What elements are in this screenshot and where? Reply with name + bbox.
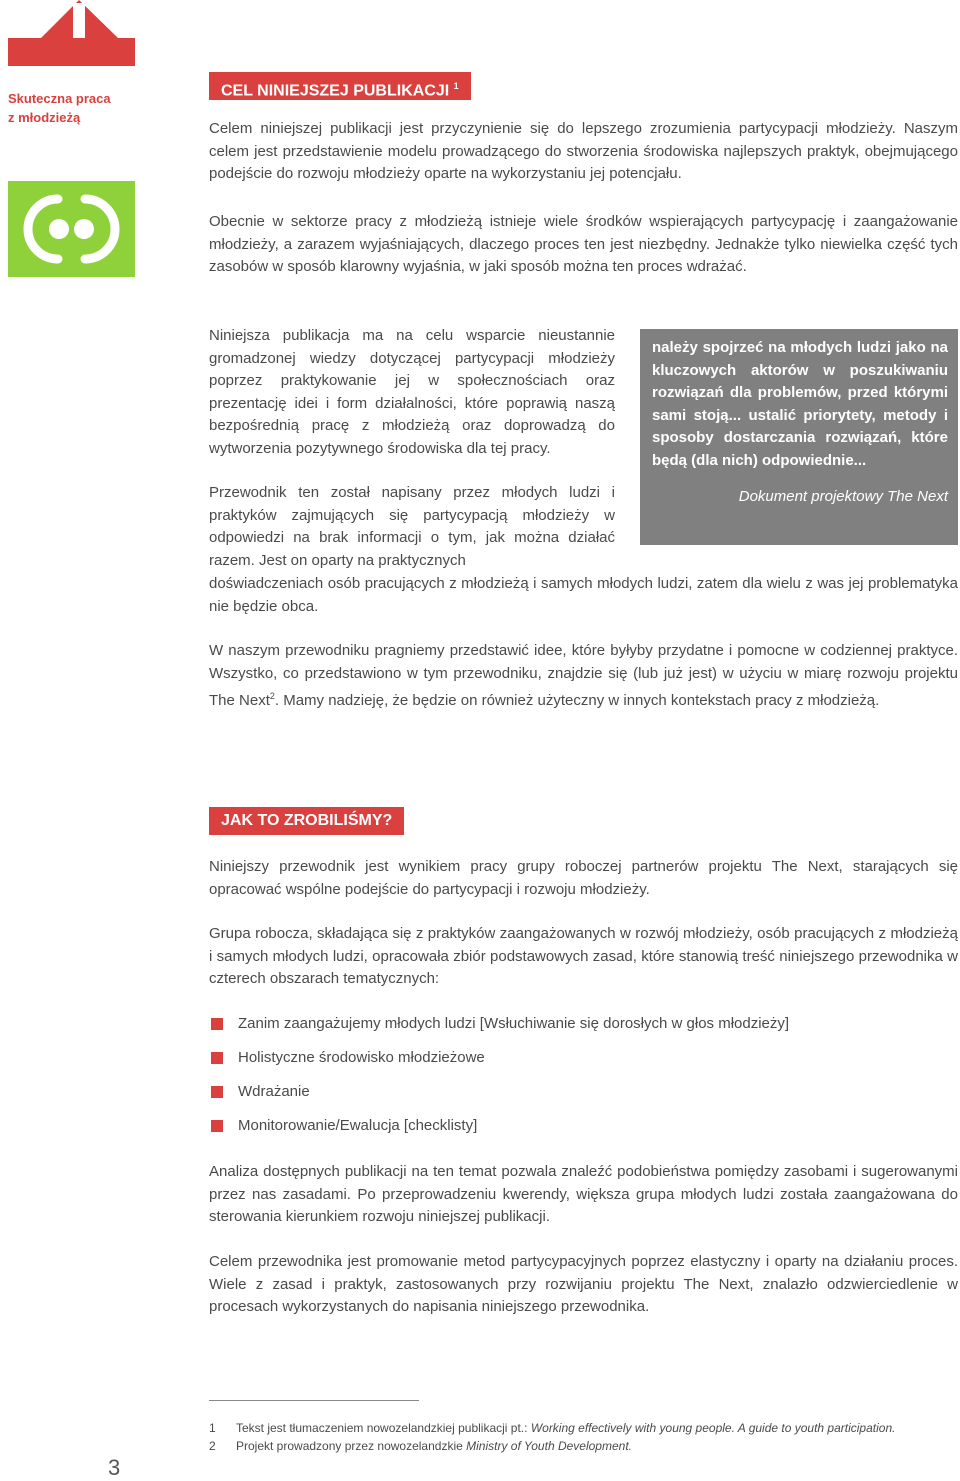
list-item-label: Holistyczne środowisko młodzieżowe (238, 1049, 485, 1066)
heading-text: JAK TO ZROBILIŚMY? (221, 812, 393, 829)
paragraph: doświadczeniach osób pracujących z młodzieżą i samych młodych ludzi, zatem dla wielu z was jej problematyka nie będzie obca. (209, 575, 958, 615)
paragraph: Grupa robocza, składająca się z praktyków zaangażowanych w rozwój młodzieży, osób pracujących z młodzieżą i samych młodych ludzi, opracowała zbiór podstawowych zasad, które stanowią treść niniejszego przewodnika w czterech obszarach tematycznych: (209, 925, 958, 987)
paragraph-text: . Mamy nadzieję, że będzie on również użyteczny w innych kontekstach pracy z młodzieżą. (274, 692, 880, 709)
footnote-text: Tekst jest tłumaczeniem nowozelandzkiej publikacji pt.: (236, 1421, 531, 1435)
list-item-label: Monitorowanie/Ewalucja [checklisty] (238, 1117, 478, 1134)
list-item-label: Zanim zaangażujemy młodych ludzi [Wsłuchiwanie się dorosłych w głos młodzieży] (238, 1015, 790, 1032)
pull-quote (640, 329, 958, 545)
bullet-square-icon (211, 1086, 223, 1098)
footnote (209, 1419, 958, 1437)
paragraph: Analiza dostępnych publikacji na ten temat pozwala znaleźć podobieństwa pomiędzy zasobami i sugerowanymi przez nas zasadami. Po przeprowadzeniu kwerendy, większa grupa młodych ludzi została zaangażowana do sterowania kierunkiem rozwoju niniejszej publikacji. (209, 1163, 958, 1225)
participation-icon (8, 181, 135, 277)
paragraph: Obecnie w sektorze pracy z młodzieżą istnieje wiele środków wspierających partycypację i zaangażowanie młodzieży, a zarazem wyjaśniających, dlaczego proces ten jest niezbędny. Jednakże tylko niewielka część tych zasobów w sposób klarowny wyjaśnia, w jaki sposób można ten proces wdrażać. (209, 213, 958, 275)
list-item-label: Wdrażanie (238, 1083, 310, 1100)
paragraph: Celem niniejszej publikacji jest przyczynienie się do lepszego zrozumienia partycypacji młodzieży. Naszym celem jest przedstawienie modelu prowadzącego do stworzenia środowiska najlepszych praktyk, obejmującego podejście do rozwoju młodzieży oparte na wykorzystaniu jej potencjału. (209, 120, 958, 182)
list-item (209, 1081, 958, 1115)
face-icon (8, 181, 135, 277)
list-item (209, 1115, 958, 1149)
bullet-square-icon (211, 1120, 223, 1132)
footnote (209, 1437, 958, 1455)
footnote-divider (209, 1400, 419, 1401)
paragraph: Przewodnik ten został napisany przez młodych ludzi i praktyków zajmujących się partycypacją młodzieży w odpowiedzi na brak informacji o tym, jak można działać razem. Jest on oparty na praktycznych (209, 484, 615, 569)
brand-line-2: z młodzieżą (8, 110, 81, 125)
quote-source: Dokument projektowy The Next (738, 488, 948, 505)
section-heading-method (209, 807, 404, 835)
topic-list (209, 1013, 958, 1149)
bullet-square-icon (211, 1052, 223, 1064)
list-item (209, 1013, 958, 1047)
section-heading-purpose (209, 72, 471, 100)
footnote-ref: 1 (453, 81, 459, 91)
quote-text: należy spojrzeć na młodych ludzi jako na kluczowych aktorów w poszukiwaniu rozwiązań dla problemów, przed którymi sami stoją... ustalić priorytety, metody i sposoby dostarczania rozwiązań, które będą (dla nich) odpowiednie... (652, 339, 948, 469)
bullet-square-icon (211, 1018, 223, 1030)
paragraph: Niniejszy przewodnik jest wynikiem pracy grupy roboczej partnerów projektu The Next, starających się opracować wspólne podejście do partycypacji i rozwoju młodzieży. (209, 858, 958, 898)
logo-bar-shape (73, 3, 85, 38)
footnote-number: 2 (209, 1439, 216, 1453)
paragraph (209, 640, 958, 713)
paragraph-text: W naszym przewodniku pragniemy przedstawić idee, które byłyby przydatne i pomocne w codziennej praktyce. Wszystko, co przedstawiono w tym przewodniku, znajdzie się (lub już jest) w użyciu w miarę rozwoju projektu The Next (209, 642, 958, 709)
brand-label (8, 89, 128, 127)
paragraph: Celem przewodnika jest promowanie metod partycypacyjnych poprzez elastyczny i oparty na działaniu proces. Wiele z zasad i praktyk, zastosowanych przy rozwijaniu projektu The Next, znalazło odzwierciedlenie w procesach wykorzystanych do napisania niniejszego przewodnika. (209, 1253, 958, 1315)
publisher-logo (8, 0, 135, 66)
list-item (209, 1047, 958, 1081)
brand-line-1: Skuteczna praca (8, 91, 111, 106)
footnote-ref: 2 (269, 691, 275, 701)
footnote-number: 1 (209, 1421, 216, 1435)
page-number: 3 (108, 1455, 121, 1480)
heading-text: CEL NINIEJSZEJ PUBLIKACJI (221, 82, 450, 100)
footnote-text: Projekt prowadzony przez nowozelandzkie (236, 1439, 467, 1453)
footnote-title: Ministry of Youth Development. (466, 1439, 632, 1453)
footnote-title: Working effectively with young people. A guide to youth participation. (530, 1421, 896, 1435)
paragraph: Niniejsza publikacja ma na celu wsparcie nieustannie gromadzonej wiedzy dotyczącej partycypacji młodzieży poprzez praktykowanie jej w społecznościach oraz prezentację idei i form działalności, które poprawią naszą bezpośrednią pracę z młodzieżą oraz doprowadzą do wytworzenia pozytywnego środowiska dla tej pracy. (209, 327, 615, 457)
logo-base-shape (8, 38, 135, 66)
